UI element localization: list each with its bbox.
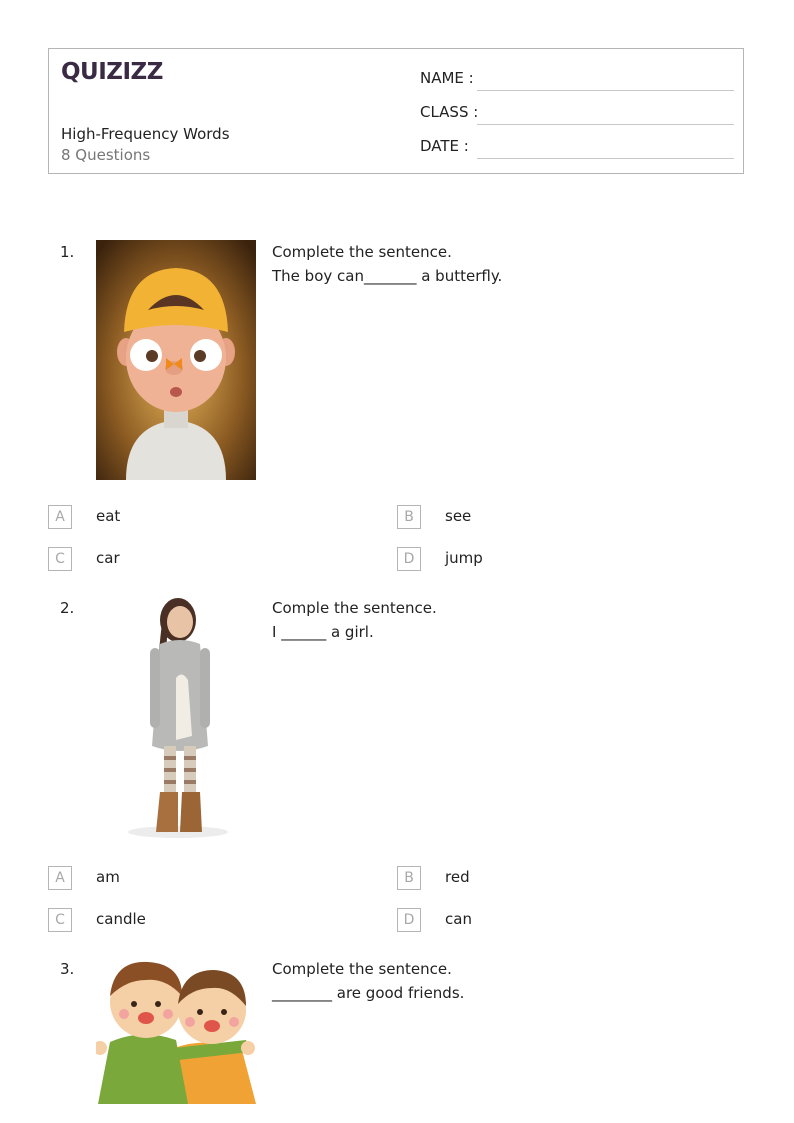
two-friends-illustration — [96, 956, 256, 1104]
date-line[interactable] — [477, 158, 734, 159]
girl-photo-illustration — [96, 596, 256, 840]
question-3-text — [272, 957, 464, 1005]
question-2-instruction: Comple the sentence. — [272, 599, 437, 617]
option-text[interactable]: jump — [445, 549, 483, 567]
question-3-number: 3. — [60, 960, 75, 978]
option-letter: D — [397, 908, 421, 932]
question-2-image — [96, 596, 256, 840]
question-count: 8 Questions — [61, 146, 151, 164]
option-text[interactable]: car — [96, 549, 120, 567]
name-field[interactable] — [420, 67, 734, 91]
class-field[interactable] — [420, 101, 734, 125]
question-1-text — [272, 240, 502, 288]
option-text[interactable]: candle — [96, 910, 146, 928]
option-text[interactable]: red — [445, 868, 470, 886]
question-1-image — [96, 240, 256, 480]
option-letter: D — [397, 547, 421, 571]
option-letter: A — [48, 866, 72, 890]
option-letter: B — [397, 866, 421, 890]
option-letter: C — [48, 908, 72, 932]
name-line[interactable] — [477, 90, 734, 91]
option-text[interactable]: see — [445, 507, 472, 525]
option-text[interactable]: eat — [96, 507, 121, 525]
option-text[interactable]: am — [96, 868, 120, 886]
option-letter: B — [397, 505, 421, 529]
option-letter: C — [48, 547, 72, 571]
option-letter: A — [48, 505, 72, 529]
question-2-number: 2. — [60, 599, 75, 617]
boy-butterfly-illustration — [96, 240, 256, 480]
class-line[interactable] — [477, 124, 734, 125]
question-2-text — [272, 596, 437, 644]
question-3-image — [96, 956, 256, 1104]
question-3-sentence: ________ are good friends. — [272, 984, 465, 1002]
question-2-sentence: I ______ a girl. — [272, 623, 374, 641]
date-field[interactable] — [420, 135, 734, 159]
option-text[interactable]: can — [445, 910, 472, 928]
question-1-instruction: Complete the sentence. — [272, 243, 452, 261]
class-label: CLASS : — [420, 103, 479, 121]
question-3-instruction: Complete the sentence. — [272, 960, 452, 978]
question-1-sentence: The boy can_______ a butterfly. — [272, 267, 503, 285]
worksheet-title: High-Frequency Words — [61, 125, 230, 143]
question-1-number: 1. — [60, 243, 75, 261]
quizizz-logo: QUIZIZZ — [61, 59, 163, 85]
worksheet-header — [48, 48, 744, 174]
name-label: NAME : — [420, 69, 474, 87]
date-label: DATE : — [420, 137, 469, 155]
